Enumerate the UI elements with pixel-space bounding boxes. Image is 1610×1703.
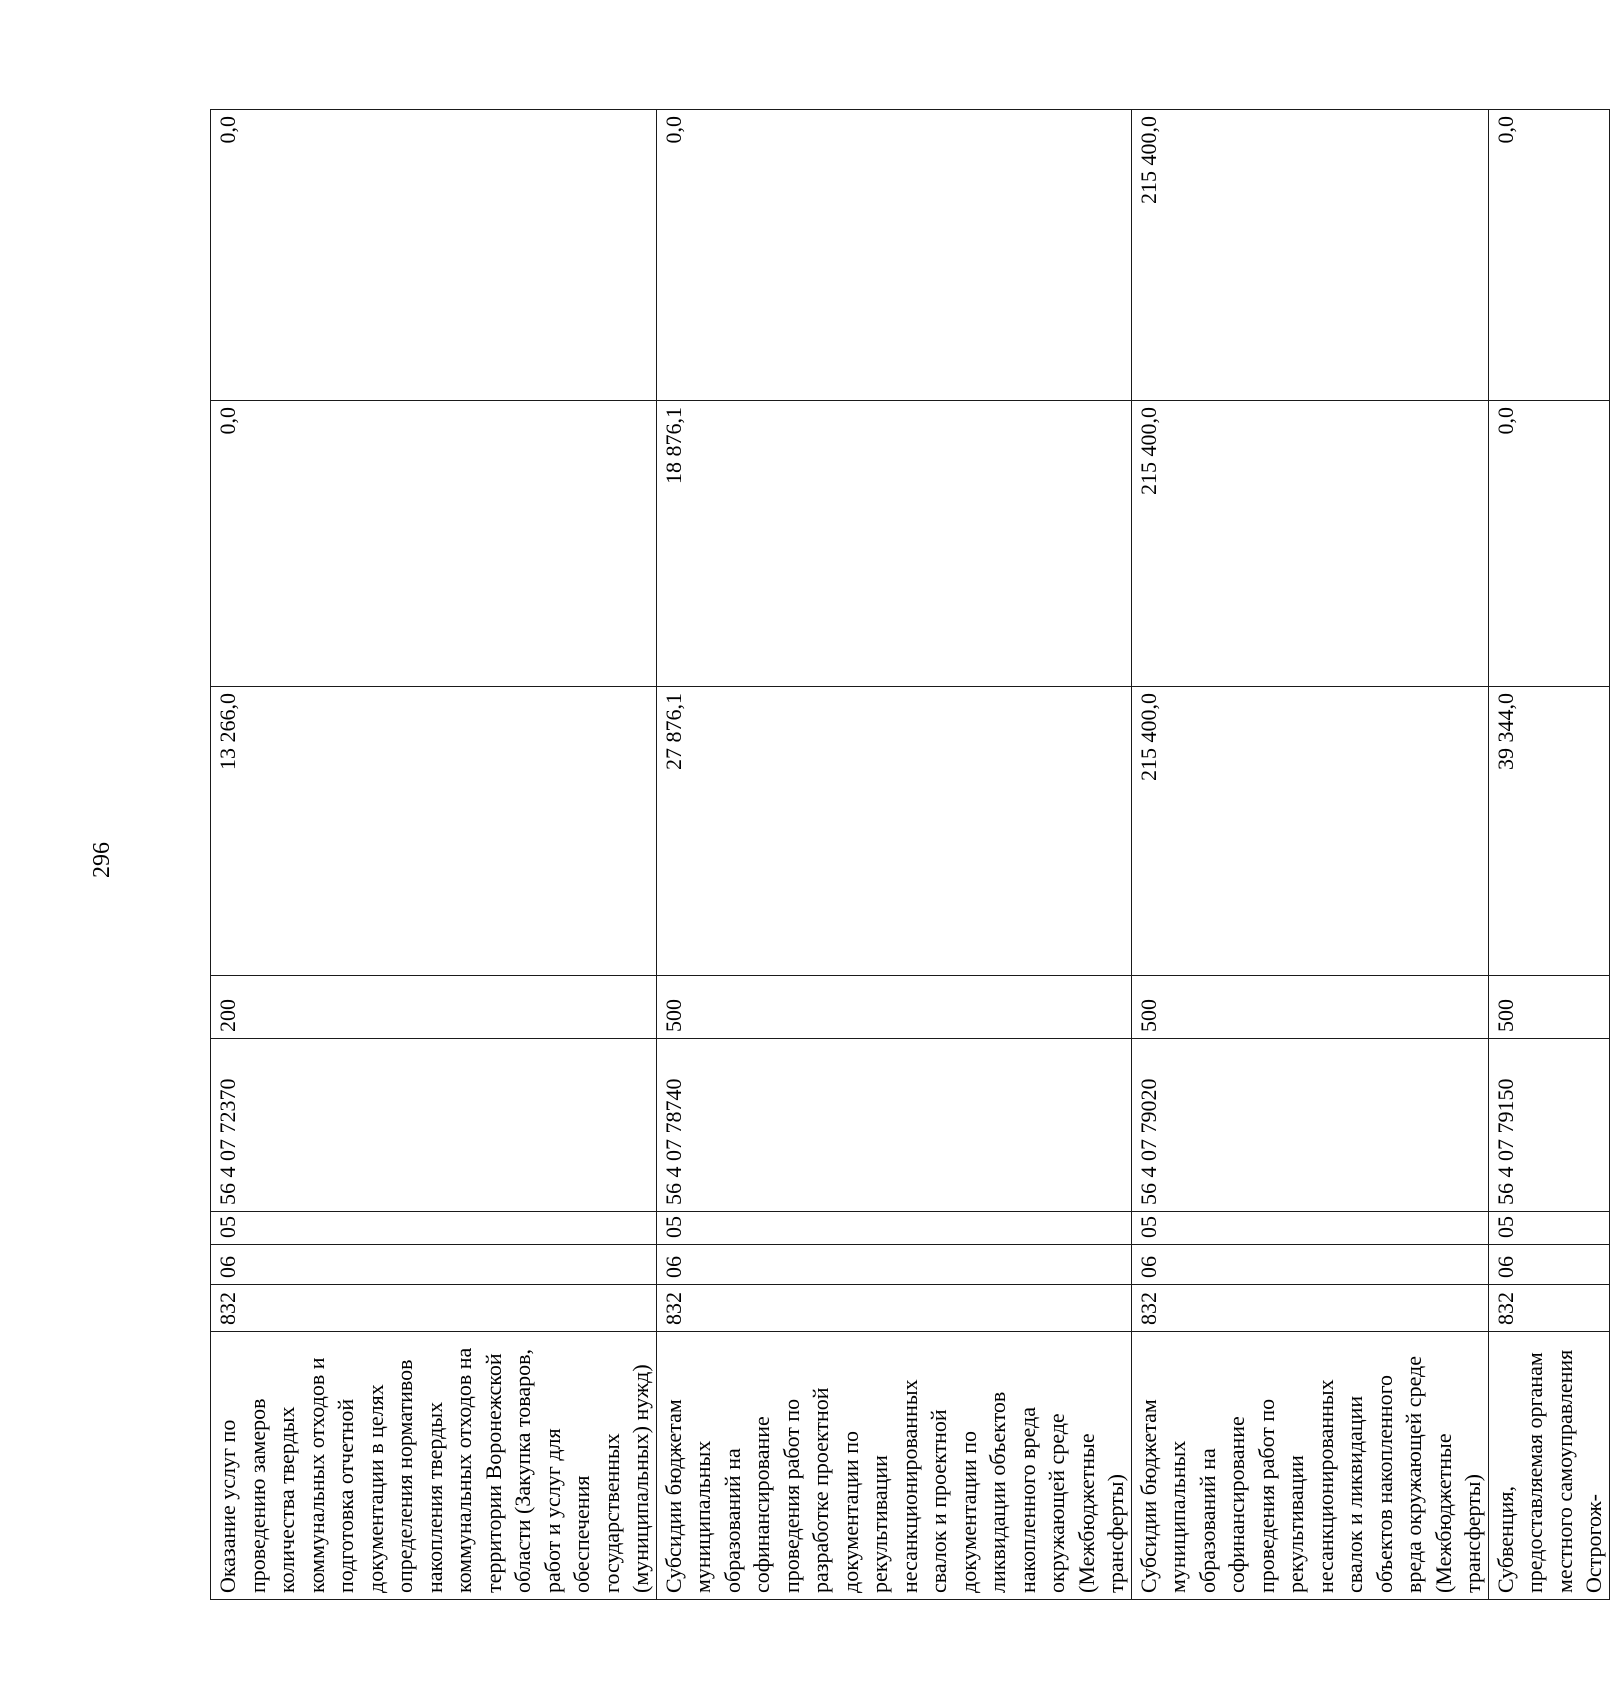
row-description: Субсидии бюджетам муниципальных образований на софинансирование проведения работ по разработке проектной документации по рекультивации несанкционированных свалок и проектной документации по ликвидации объектов накопленного вреда окружающей среде (Межбюджетные трансферты)	[656, 1332, 1131, 1600]
row-sum-year-2: 18 876,1	[656, 401, 1131, 687]
budget-table-rotated	[210, 110, 1606, 1600]
row-csr-code: 56 4 07 79020	[1131, 1039, 1488, 1212]
row-rz-code: 06	[656, 1245, 1131, 1285]
row-vr-code: 500	[656, 976, 1131, 1039]
row-pr-code: 05	[1488, 1212, 1609, 1245]
table-row	[1131, 110, 1488, 1600]
row-rz-code: 06	[211, 1245, 657, 1285]
row-gr-code: 832	[211, 1285, 657, 1332]
row-rz-code: 06	[1131, 1245, 1488, 1285]
row-sum-year-1: 215 400,0	[1131, 687, 1488, 976]
row-gr-code: 832	[656, 1285, 1131, 1332]
row-pr-code: 05	[656, 1212, 1131, 1245]
row-sum-year-3: 0,0	[211, 110, 657, 401]
row-vr-code: 500	[1488, 976, 1609, 1039]
row-sum-year-1: 27 876,1	[656, 687, 1131, 976]
table-row	[656, 110, 1131, 1600]
row-description: Субсидии бюджетам муниципальных образований на софинансирование проведения работ по рекультивации несанкционированных свалок и ликвидации объектов накопленного вреда окружающей среде (Межбюджетные трансферты)	[1131, 1332, 1488, 1600]
budget-table	[210, 109, 1610, 1600]
row-gr-code: 832	[1488, 1285, 1609, 1332]
row-sum-year-1: 39 344,0	[1488, 687, 1609, 976]
row-gr-code: 832	[1131, 1285, 1488, 1332]
row-sum-year-3: 215 400,0	[1131, 110, 1488, 401]
row-sum-year-3: 0,0	[656, 110, 1131, 401]
row-description: Оказание услуг по проведению замеров количества твердых коммунальных отходов и подготовка отчетной документации в целях определения нормативов накопления твердых коммунальных отходов на территории Воронежской области (Закупка товаров, работ и услуг для обеспечения государственных (муниципальных) нужд)	[211, 1332, 657, 1600]
row-sum-year-3: 0,0	[1488, 110, 1609, 401]
row-sum-year-2: 0,0	[211, 401, 657, 687]
page-number: 296	[89, 842, 115, 878]
row-csr-code: 56 4 07 79150	[1488, 1039, 1609, 1212]
row-csr-code: 56 4 07 72370	[211, 1039, 657, 1212]
table-row	[211, 110, 657, 1600]
row-vr-code: 500	[1131, 976, 1488, 1039]
row-vr-code: 200	[211, 976, 657, 1039]
row-pr-code: 05	[1131, 1212, 1488, 1245]
table-row	[1488, 110, 1609, 1600]
row-rz-code: 06	[1488, 1245, 1609, 1285]
row-csr-code: 56 4 07 78740	[656, 1039, 1131, 1212]
row-sum-year-2: 215 400,0	[1131, 401, 1488, 687]
row-sum-year-2: 0,0	[1488, 401, 1609, 687]
row-pr-code: 05	[211, 1212, 657, 1245]
row-description: Субвенция, предоставляемая органам местного самоуправления Острогож-	[1488, 1332, 1609, 1600]
row-sum-year-1: 13 266,0	[211, 687, 657, 976]
